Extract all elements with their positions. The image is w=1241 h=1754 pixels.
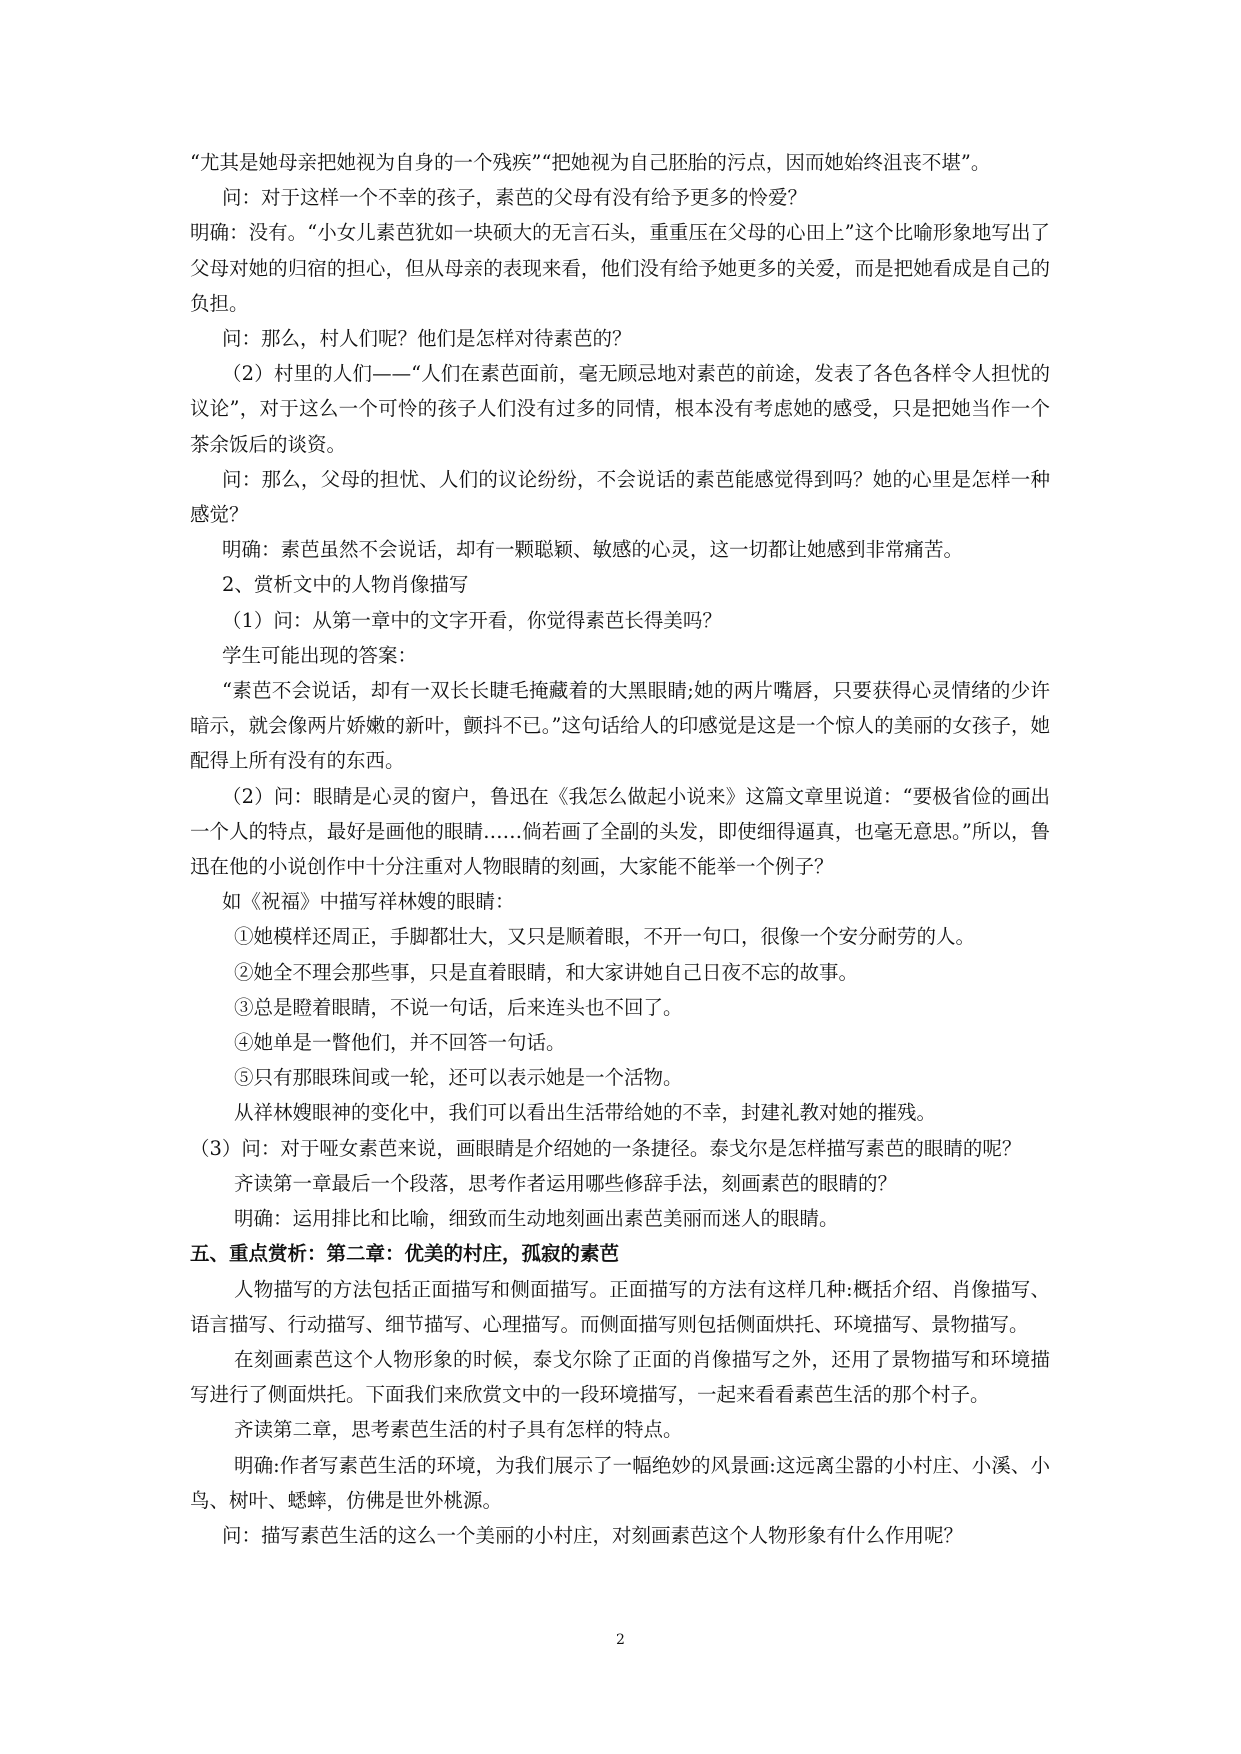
- paragraph: 齐读第一章最后一个段落，思考作者运用哪些修辞手法，刻画素芭的眼睛的？: [234, 1171, 898, 1195]
- paragraph: （2）村里的人们——“人们在素芭面前，毫无顾忌地对素芭的前途，发表了各色各样令人担忧的议论”，对于这么一个可怜的孩子人们没有过多的同情，根本没有考虑她的感受，只是把她当作一个茶余饭后的谈资。: [190, 362, 1050, 456]
- section-heading: 五、重点赏析：第二章：优美的村庄，孤寂的素芭: [190, 1242, 620, 1266]
- paragraph: 明确:作者写素芭生活的环境，为我们展示了一幅绝妙的风景画:这远离尘嚣的小村庄、小溪、小鸟、树叶、蟋蟀，仿佛是世外桃源。: [190, 1453, 1050, 1512]
- paragraph: （3）问：对于哑女素芭来说，画眼睛是介绍她的一条捷径。泰戈尔是怎样描写素芭的眼睛的呢？: [190, 1136, 1022, 1160]
- paragraph: 如《祝福》中描写祥林嫂的眼睛：: [222, 890, 515, 914]
- paragraph: ①她模样还周正，手脚都壮大，又只是顺着眼，不开一句口，很像一个安分耐劳的人。: [234, 925, 976, 949]
- paragraph: 明确：运用排比和比喻，细致而生动地刻画出素芭美丽而迷人的眼睛。: [234, 1207, 839, 1231]
- paragraph: 人物描写的方法包括正面描写和侧面描写。正面描写的方法有这样几种:概括介绍、肖像描写、语言描写、行动描写、细节描写、心理描写。而侧面描写则包括侧面烘托、环境描写、景物描写。: [190, 1277, 1050, 1336]
- paragraph: 明确：没有。“小女儿素芭犹如一块硕大的无言石头，重重压在父母的心田上”这个比喻形象地写出了父母对她的归宿的担心，但从母亲的表现来看，他们没有给予她更多的关爱，而是把她看成是自己的负担。: [190, 221, 1050, 315]
- paragraph: 2、赏析文中的人物肖像描写: [222, 573, 469, 597]
- paragraph: 学生可能出现的答案：: [222, 643, 418, 667]
- paragraph: 明确：素芭虽然不会说话，却有一颗聪颖、敏感的心灵，这一切都让她感到非常痛苦。: [222, 538, 964, 562]
- paragraph: 问：那么，村人们呢？他们是怎样对待素芭的？: [222, 327, 632, 351]
- paragraph: 在刻画素芭这个人物形象的时候，泰戈尔除了正面的肖像描写之外，还用了景物描写和环境描写进行了侧面烘托。下面我们来欣赏文中的一段环境描写，一起来看看素芭生活的那个村子。: [190, 1347, 1050, 1407]
- paragraph: 问：描写素芭生活的这么一个美丽的小村庄，对刻画素芭这个人物形象有什么作用呢？: [222, 1523, 964, 1547]
- paragraph: “尤其是她母亲把她视为自身的一个残疾”“把她视为自己胚胎的污点，因而她始终沮丧不堪”。: [190, 151, 991, 174]
- paragraph: ⑤只有那眼珠间或一轮，还可以表示她是一个活物。: [234, 1066, 683, 1090]
- paragraph: 齐读第二章，思考素芭生活的村子具有怎样的特点。: [234, 1418, 683, 1442]
- page-number: 2: [616, 1632, 625, 1648]
- paragraph: 问：对于这样一个不幸的孩子，素芭的父母有没有给予更多的怜爱？: [222, 186, 808, 210]
- document-body: [190, 145, 1050, 1553]
- paragraph: （2）问：眼睛是心灵的窗户，鲁迅在《我怎么做起小说来》这篇文章里说道：“要极省俭的画出一个人的特点，最好是画他的眼睛……倘若画了全副的头发，即使细得逼真，也毫无意思。”所以，鲁迅在他的小说创作中十分注重对人物眼睛的刻画，大家能不能举一个例子？: [190, 784, 1050, 879]
- paragraph: ④她单是一瞥他们，并不回答一句话。: [234, 1031, 566, 1055]
- paragraph: 问：那么，父母的担忧、人们的议论纷纷，不会说话的素芭能感觉得到吗？她的心里是怎样一种感觉？: [190, 467, 1050, 527]
- paragraph: ③总是瞪着眼睛，不说一句话，后来连头也不回了。: [234, 995, 683, 1019]
- paragraph: 从祥林嫂眼神的变化中，我们可以看出生活带给她的不幸，封建礼教对她的摧残。: [234, 1101, 937, 1125]
- paragraph: （1）问：从第一章中的文字开看，你觉得素芭长得美吗？: [222, 608, 722, 632]
- paragraph: “素芭不会说话，却有一双长长睫毛掩藏着的大黑眼睛;她的两片嘴唇，只要获得心灵情绪的少许暗示，就会像两片娇嫩的新叶，颤抖不已。”这句话给人的印感觉是这是一个惊人的美丽的女孩子，她配得上所有没有的东西。: [190, 679, 1050, 773]
- paragraph: ②她全不理会那些事，只是直着眼睛，和大家讲她自己日夜不忘的故事。: [234, 960, 859, 984]
